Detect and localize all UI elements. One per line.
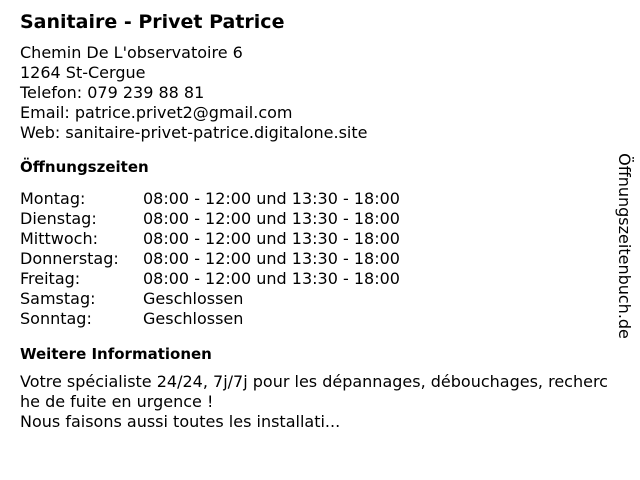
- business-name: Sanitaire - Privet Patrice: [20, 11, 285, 33]
- hours-row-sunday: [20, 309, 610, 329]
- day-label: Samstag:: [20, 289, 96, 308]
- day-label: Montag:: [20, 189, 86, 208]
- day-label: Mittwoch:: [20, 229, 98, 248]
- day-label: Dienstag:: [20, 209, 97, 228]
- info-paragraph: Votre spécialiste 24/24, 7j/7j pour les dépannages, débouchages, recherche de fuite en urgence !: [20, 372, 608, 411]
- website: Web: sanitaire-privet-patrice.digitalone.site: [20, 123, 368, 142]
- contact-block: [20, 43, 610, 143]
- day-hours: 08:00 - 12:00 und 13:30 - 18:00: [143, 269, 400, 288]
- day-label: Donnerstag:: [20, 249, 119, 268]
- day-label: Sonntag:: [20, 309, 92, 328]
- opening-hours-table: [20, 189, 610, 329]
- phone-number: Telefon: 079 239 88 81: [20, 83, 205, 102]
- day-hours: 08:00 - 12:00 und 13:30 - 18:00: [143, 189, 400, 208]
- hours-row-wednesday: [20, 229, 610, 249]
- day-label: Freitag:: [20, 269, 81, 288]
- opening-hours-heading: Öffnungszeiten: [20, 158, 149, 176]
- further-info-text: [20, 372, 615, 432]
- day-hours: 08:00 - 12:00 und 13:30 - 18:00: [143, 229, 400, 248]
- business-card: [20, 10, 610, 432]
- day-hours: 08:00 - 12:00 und 13:30 - 18:00: [143, 209, 400, 228]
- day-hours: 08:00 - 12:00 und 13:30 - 18:00: [143, 249, 400, 268]
- address-city: 1264 St-Cergue: [20, 63, 146, 82]
- further-info-heading: Weitere Informationen: [20, 345, 212, 363]
- info-paragraph-truncated: Nous faisons aussi toutes les installati...: [20, 412, 341, 431]
- email-address: Email: patrice.privet2@gmail.com: [20, 103, 293, 122]
- hours-row-thursday: [20, 249, 610, 269]
- hours-row-saturday: [20, 289, 610, 309]
- site-watermark: Öffnungszeitenbuch.de: [615, 153, 634, 339]
- hours-row-monday: [20, 189, 610, 209]
- address-street: Chemin De L'observatoire 6: [20, 43, 243, 62]
- day-hours: Geschlossen: [143, 309, 244, 328]
- hours-row-friday: [20, 269, 610, 289]
- day-hours: Geschlossen: [143, 289, 244, 308]
- hours-row-tuesday: [20, 209, 610, 229]
